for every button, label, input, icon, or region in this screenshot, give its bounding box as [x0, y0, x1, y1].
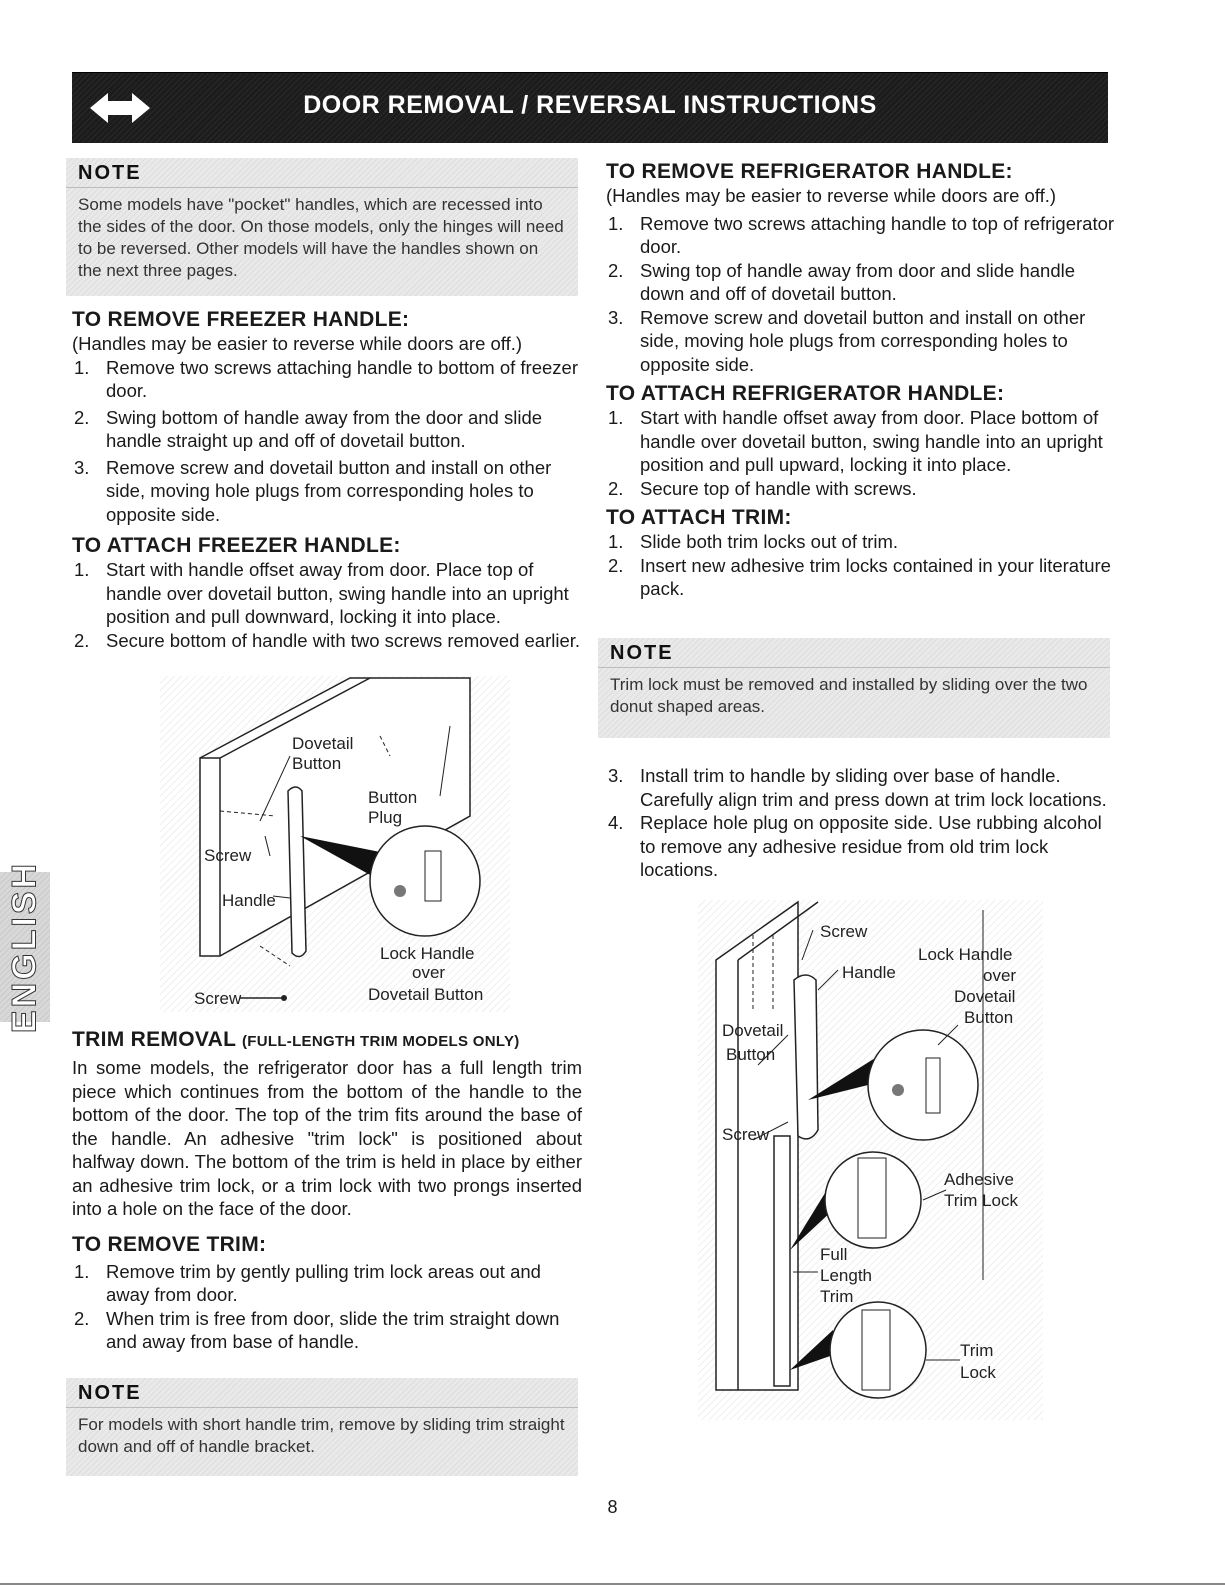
note-text: Some models have "pocket" handles, which are recessed into the sides of the door. On those models, only the hinges will need to be reversed. Other models will have the handles shown on the next three pages. — [78, 195, 564, 280]
step-item: 1. Start with handle offset away from door. Place top of handle over dovetail button, swing handle into an upright position and pull downward, locking it into place. — [74, 559, 569, 627]
label-lock-lower: Lock — [960, 1363, 996, 1382]
label-trim: Trim — [820, 1287, 854, 1306]
label-plug: Plug — [368, 808, 403, 827]
section-title: TRIM REMOVAL (FULL-LENGTH TRIM MODELS ONLY) — [72, 1028, 520, 1051]
trim-removal-text: In some models, the refrigerator door has a full length trim piece which continues from the bottom of the handle to the bottom of the door. The top of the trim fits around the base of the handle. An adhesive "trim lock" is positioned about halfway down. The bottom of the trim is held in place by either an adhesive trim lock, or a trim lock with two prongs inserted into a hole on the face of the door. — [72, 1057, 582, 1219]
section-title: TO REMOVE FREEZER HANDLE: — [72, 308, 410, 331]
refrigerator-trim-diagram — [698, 900, 1043, 1420]
trim-removal-section — [72, 1028, 582, 1354]
section-banner — [72, 72, 1108, 143]
step-item: 1. Remove trim by gently pulling trim lock areas out and away from door. — [74, 1260, 541, 1305]
step-item: 2. Swing bottom of handle away from the door and slide handle straight up and off of dovetail button. — [74, 406, 543, 451]
label-button-left: Button — [726, 1045, 776, 1064]
section-title: TO ATTACH FREEZER HANDLE: — [72, 534, 401, 557]
note-short-trim — [66, 1378, 578, 1476]
label-lock-handle: Lock Handle — [918, 945, 1013, 964]
step-item: 2. When trim is free from door, slide the trim straight down and away from base of handle. — [74, 1307, 560, 1352]
section-title: TO ATTACH REFRIGERATOR HANDLE: — [606, 382, 1005, 405]
section-title: TO REMOVE REFRIGERATOR HANDLE: — [606, 160, 1013, 183]
note-heading: NOTE — [78, 162, 142, 184]
note-text: Trim lock must be removed and installed by sliding over the two donut shaped areas. — [610, 675, 1088, 716]
language-tab-label: ENGLISH — [5, 860, 44, 1034]
page-number: 8 — [607, 1497, 618, 1517]
attach-trim-steps-continued — [606, 764, 1116, 882]
freezer-handle-diagram — [160, 676, 510, 1012]
step-item: 1. Remove two screws attaching handle to top of refrigerator door. — [608, 212, 1115, 257]
label-trim-lock: Trim Lock — [944, 1191, 1018, 1210]
label-dovetail-button: Dovetail Button — [368, 985, 484, 1004]
label-lock-handle: Lock Handle — [380, 944, 475, 963]
remove-refrigerator-section — [606, 160, 1116, 601]
label-button: Button — [292, 754, 342, 773]
step-item: 4. Replace hole plug on opposite side. Use rubbing alcohol to remove any adhesive residue from old trim lock locations. — [608, 812, 1102, 880]
note-text: For models with short handle trim, remove by sliding trim straight down and off of handle bracket. — [78, 1415, 565, 1456]
step-item: 2. Insert new adhesive trim locks contained in your literature pack. — [608, 554, 1111, 599]
label-screw-top: Screw — [820, 922, 868, 941]
label-over: over — [983, 966, 1017, 985]
label-handle: Handle — [222, 891, 276, 910]
banner-title: DOOR REMOVAL / REVERSAL INSTRUCTIONS — [303, 91, 877, 119]
label-handle: Handle — [842, 963, 896, 982]
label-button-plug: Button — [368, 788, 418, 807]
label-length: Length — [820, 1266, 872, 1285]
section-intro: (Handles may be easier to reverse while doors are off.) — [606, 185, 1057, 206]
step-item: 1. Start with handle offset away from door. Place bottom of handle over dovetail button, swing handle into an upright position and pull upward, locking it into place. — [608, 407, 1103, 475]
label-over: over — [412, 963, 446, 982]
section-title: TO ATTACH TRIM: — [606, 506, 792, 529]
label-button-right: Button — [964, 1008, 1014, 1027]
label-dovetail-right: Dovetail — [954, 987, 1016, 1006]
step-item: 3. Install trim to handle by sliding over base of handle. Carefully align trim and press down at trim lock locations. — [608, 765, 1107, 810]
note-trim-lock — [598, 638, 1110, 738]
note-heading: NOTE — [610, 642, 674, 664]
step-item: 2. Secure top of handle with screws. — [608, 477, 917, 499]
label-screw-mid: Screw — [722, 1125, 770, 1144]
step-item: 3. Remove screw and dovetail button and install on other side, moving hole plugs from corresponding holes to opposite side. — [608, 306, 1086, 375]
label-adhesive: Adhesive — [944, 1170, 1014, 1189]
step-item: 1. Remove two screws attaching handle to bottom of freezer door. — [74, 356, 578, 401]
section-intro: (Handles may be easier to reverse while doors are off.) — [72, 333, 523, 354]
language-tab — [0, 860, 50, 1034]
step-item: 1. Slide both trim locks out of trim. — [608, 531, 899, 552]
step-item: 2. Swing top of handle away from door and slide handle down and off of dovetail button. — [608, 259, 1076, 304]
note-heading: NOTE — [78, 1382, 142, 1404]
label-screw-top: Screw — [204, 846, 252, 865]
step-item: 3. Remove screw and dovetail button and install on other side, moving hole plugs from corresponding holes to opposite side. — [74, 456, 552, 525]
note-pocket-handles — [66, 158, 578, 296]
section-title: TO REMOVE TRIM: — [72, 1232, 267, 1256]
label-trim-lower: Trim — [960, 1341, 994, 1360]
label-dovetail: Dovetail — [292, 734, 354, 753]
label-full: Full — [820, 1245, 848, 1264]
remove-freezer-section — [72, 308, 582, 652]
label-screw-bottom: Screw — [194, 989, 242, 1008]
label-dovetail-left: Dovetail — [722, 1021, 784, 1040]
step-item: 2. Secure bottom of handle with two screws removed earlier. — [74, 629, 581, 651]
